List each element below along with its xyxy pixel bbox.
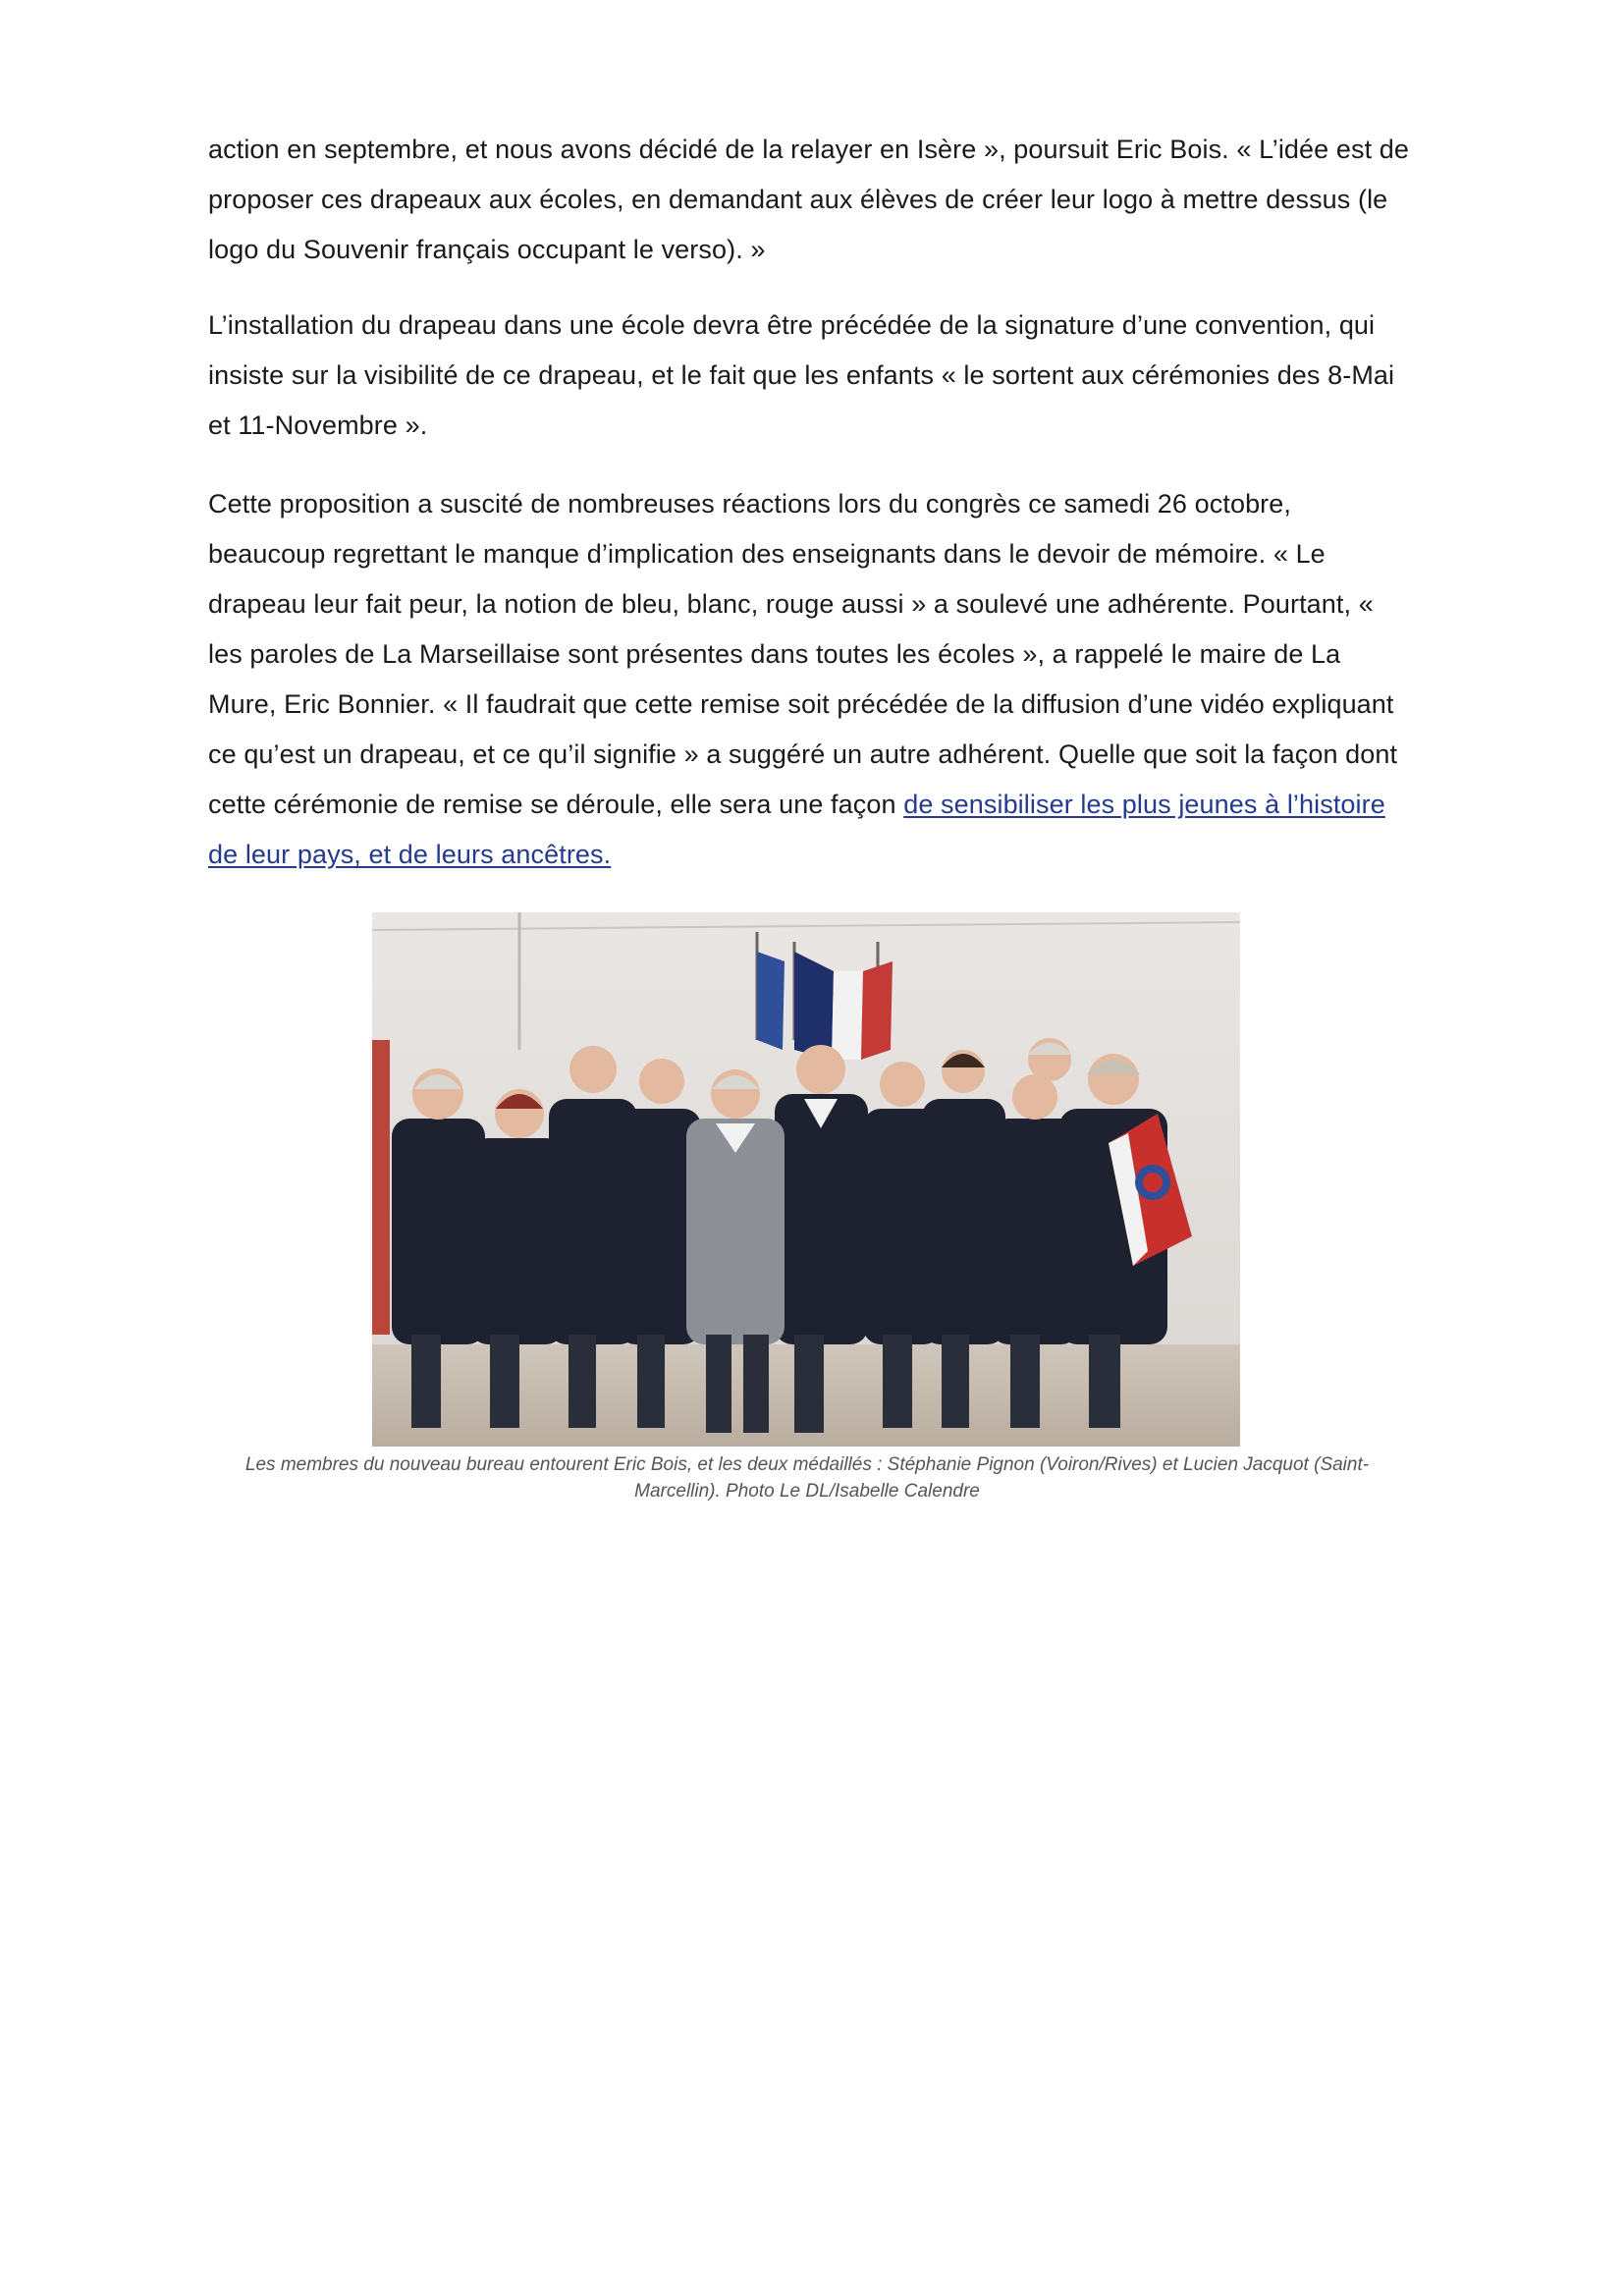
photo-caption: Les membres du nouveau bureau entourent Eric Bois, et les deux médaillés : Stéphanie Pignon (Voiron/Rives) et Lucien Jacquot (Saint-Marcellin). Photo Le DL/Isabelle Calendre xyxy=(244,1454,1370,1502)
article-paragraph-3 xyxy=(208,479,1411,880)
article-paragraph-1: action en septembre, et nous avons décidé de la relayer en Isère », poursuit Eric Bois. « L’idée est de proposer ces drapeaux aux écoles, en demandant aux élèves de créer leur logo à mettre dessus (le logo du Souvenir français occupant le verso). » xyxy=(208,135,1410,264)
group-photo-image xyxy=(372,912,1240,1447)
article-paragraph-3-text: Cette proposition a suscité de nombreuses réactions lors du congrès ce samedi 26 octobre, beaucoup regrettant le manque d’implication des enseignants dans le devoir de mémoire. « Le drapeau leur fait peur, la notion de bleu, blanc, rouge aussi » a soulevé une adhérente. Pourtant, « les paroles de La Marseillaise sont présentes dans toutes les écoles », a rappelé le maire de La Mure, Eric Bonnier. « Il faudrait que cette remise soit précédée de la diffusion d’une vidéo expliquant ce qu’est un drapeau, et ce qu’il signifie » a suggéré un autre adhérent. Quelle que soit la façon dont cette cérémonie de remise se déroule, elle sera une façon xyxy=(208,489,1398,819)
article-link-sensibiliser[interactable]: de sensibiliser les plus jeunes à l’histoire de leur pays, et de leurs ancêtres. xyxy=(208,790,1385,869)
article-paragraph-2: L’installation du drapeau dans une école devra être précédée de la signature d’une convention, qui insiste sur la visibilité de ce drapeau, et le fait que les enfants « le sortent aux cérémonies des 8-Mai et 11-Novembre ». xyxy=(208,310,1395,440)
group-photo xyxy=(372,912,1240,1447)
